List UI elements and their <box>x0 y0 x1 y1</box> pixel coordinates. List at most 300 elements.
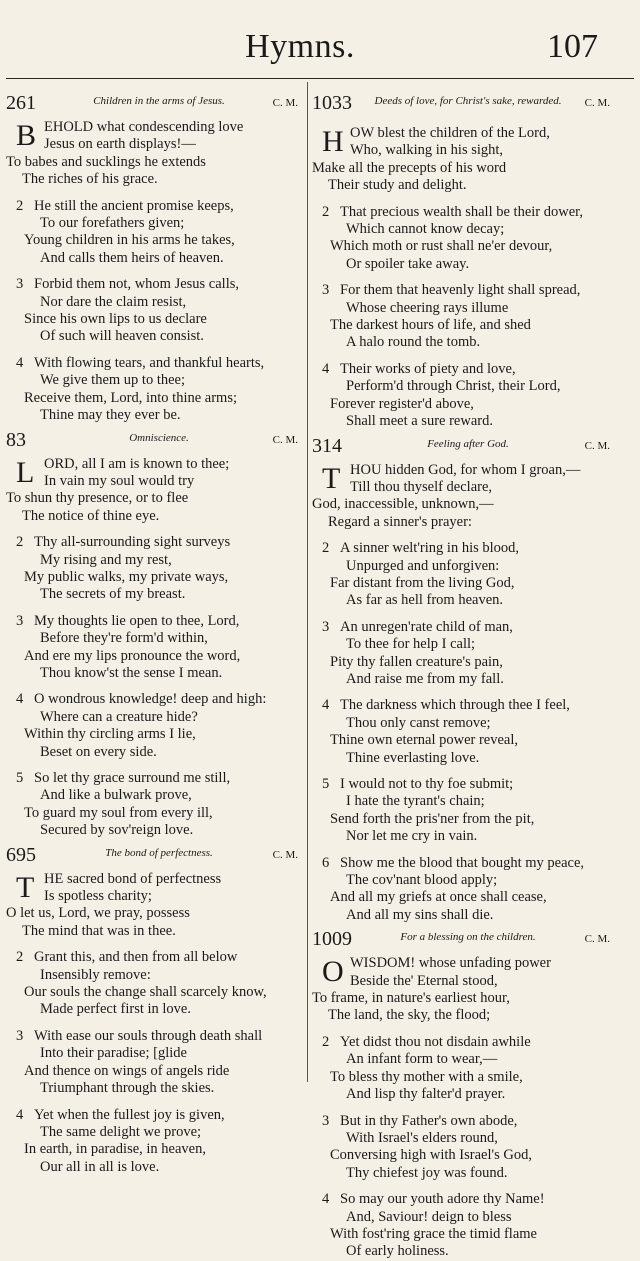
stanza-number: 4 <box>322 360 330 377</box>
hymn-meter: C. M. <box>272 97 298 109</box>
stanza <box>6 534 300 604</box>
verse-line <box>312 204 612 221</box>
verse-text: For them that heavenly light shall spread, <box>340 282 581 299</box>
hymn-title: Children in the arms of Jesus. <box>93 95 225 107</box>
verse-line <box>312 1130 612 1147</box>
verse-text: My public walks, my private ways, <box>24 568 229 585</box>
hymn-number: 1009 <box>312 928 352 951</box>
verse-text: Of such will heaven consist. <box>40 328 204 345</box>
verse-line <box>312 750 612 767</box>
drop-cap: H <box>322 125 344 158</box>
verse-line <box>6 648 300 665</box>
verse-text: Where can a creature hide? <box>40 708 198 725</box>
verse-line <box>6 1124 300 1141</box>
verse-line <box>312 1007 612 1024</box>
verse-text: And raise me from my fall. <box>346 670 504 687</box>
verse-line <box>6 328 300 345</box>
stanza-number: 3 <box>322 1112 330 1129</box>
stanza-number: 3 <box>16 1027 24 1044</box>
verse-text: Whose cheering rays illume <box>346 299 509 316</box>
verse-line <box>6 630 300 647</box>
verse-line <box>312 496 612 513</box>
verse-text: He still the ancient promise keeps, <box>34 197 234 214</box>
verse-text: Made perfect first in love. <box>40 1001 191 1018</box>
verse-line <box>6 215 300 232</box>
verse-line <box>6 1063 300 1080</box>
verse-line <box>312 514 612 531</box>
hymn-block <box>6 428 300 840</box>
verse-text: Forbid them not, whom Jesus calls, <box>34 276 240 293</box>
verse-line <box>312 361 612 378</box>
verse-text: The darkness which through thee I feel, <box>340 697 570 714</box>
verse-text: Beset on every side. <box>40 743 157 760</box>
verse-text: Their works of piety and love, <box>340 360 516 377</box>
verse-line <box>312 828 612 845</box>
verse-text: With ease our souls through death shall <box>34 1027 263 1044</box>
stanza-number: 3 <box>16 612 24 629</box>
verse-line <box>6 355 300 372</box>
left-column <box>6 88 300 1176</box>
verse-text: Regard a sinner's prayer: <box>328 513 472 530</box>
verse-line <box>312 142 612 159</box>
verse-text: Our souls the change shall scarcely know, <box>24 984 267 1001</box>
verse-text: HE sacred bond of perfectness <box>44 870 222 887</box>
verse-text: A sinner welt'ring in his blood, <box>340 540 520 557</box>
verse-text: The land, the sky, the flood; <box>328 1007 491 1024</box>
verse-text: Yet when the fullest joy is given, <box>34 1106 225 1123</box>
verse-text: And all my griefs at once shall cease, <box>330 889 547 906</box>
drop-cap: L <box>16 455 35 489</box>
verse-line <box>312 889 612 906</box>
verse-text: To guard my soul from every ill, <box>24 804 213 821</box>
verse-text: To babes and sucklings he extends <box>6 153 206 170</box>
verse-text: O wondrous knowledge! deep and high: <box>34 691 267 708</box>
stanza-number: 5 <box>16 770 24 786</box>
verse-line <box>6 534 300 551</box>
verse-text: Or spoiler take away. <box>346 255 470 272</box>
hymn-meter: C. M. <box>272 433 298 446</box>
verse-text: An infant form to wear,— <box>346 1051 498 1068</box>
page-header <box>0 0 640 80</box>
verse-line <box>312 575 612 592</box>
hymn-block <box>312 434 612 925</box>
right-column <box>312 88 612 1261</box>
verse-text: Beside the' Eternal stood, <box>350 972 498 989</box>
verse-line <box>6 372 300 389</box>
stanza <box>6 119 300 189</box>
verse-line <box>312 1113 612 1130</box>
verse-text: Make all the precepts of his word <box>312 159 507 176</box>
verse-line <box>6 390 300 407</box>
verse-line <box>6 984 300 1001</box>
verse-text: The notice of thine eye. <box>22 507 160 524</box>
verse-line <box>6 250 300 267</box>
verse-line <box>6 1159 300 1176</box>
stanza-number: 2 <box>16 197 24 214</box>
verse-line <box>6 154 300 171</box>
stanza-number: 6 <box>322 854 330 871</box>
verse-line <box>6 709 300 726</box>
verse-text: In earth, in paradise, in heaven, <box>24 1141 206 1158</box>
verse-line <box>312 413 612 430</box>
verse-text: In vain my soul would try <box>44 472 195 489</box>
verse-text: The cov'nant blood apply; <box>346 872 498 889</box>
verse-text: Yet didst thou not disdain awhile <box>340 1033 531 1050</box>
verse-text: Which moth or rust shall ne'er devour, <box>330 238 553 255</box>
stanza <box>6 770 300 840</box>
hymn-number: 261 <box>6 92 36 114</box>
verse-line <box>312 907 612 924</box>
verse-text: Which cannot know decay; <box>346 221 505 238</box>
verse-text: And like a bulwark prove, <box>40 787 192 804</box>
verse-line <box>312 776 612 793</box>
verse-line <box>312 317 612 334</box>
verse-line <box>312 256 612 273</box>
verse-text: God, inaccessible, unknown,— <box>312 496 494 513</box>
verse-line <box>312 1209 612 1226</box>
verse-line <box>6 473 300 490</box>
hymn-header <box>312 434 612 458</box>
verse-text: To bless thy mother with a smile, <box>330 1068 523 1085</box>
hymn-title: Feeling after God. <box>427 437 509 450</box>
drop-cap: T <box>16 870 35 904</box>
verse-text: Receive them, Lord, into thine arms; <box>24 389 238 406</box>
hymn-block <box>312 927 612 1261</box>
verse-line <box>6 805 300 822</box>
drop-cap: B <box>16 119 37 152</box>
verse-line <box>6 744 300 761</box>
verse-line <box>312 619 612 636</box>
verse-text: But in thy Father's own abode, <box>340 1112 518 1129</box>
verse-line <box>312 462 612 479</box>
verse-text: Into their paradise; [glide <box>40 1045 187 1062</box>
stanza <box>6 1028 300 1098</box>
stanza <box>312 697 612 767</box>
verse-text: Since his own lips to us declare <box>24 311 207 328</box>
verse-text: EHOLD what condescending love <box>44 119 244 135</box>
verse-text: I hate the tyrant's chain; <box>346 793 485 810</box>
stanza-number: 2 <box>322 1033 330 1050</box>
stanza <box>312 204 612 274</box>
verse-line <box>6 787 300 804</box>
verse-line <box>312 955 612 972</box>
verse-line <box>6 1141 300 1158</box>
hymn-number: 695 <box>6 843 36 866</box>
verse-line <box>6 1001 300 1018</box>
verse-text: To frame, in nature's earliest hour, <box>312 990 510 1007</box>
verse-line <box>6 665 300 682</box>
verse-line <box>312 1086 612 1103</box>
verse-text: ORD, all I am is known to thee; <box>44 455 230 472</box>
verse-line <box>6 1107 300 1124</box>
verse-text: Young children in his arms he takes, <box>24 232 235 249</box>
stanza <box>6 276 300 346</box>
verse-line <box>312 160 612 177</box>
verse-line <box>312 1051 612 1068</box>
verse-line <box>6 552 300 569</box>
verse-line <box>312 1069 612 1086</box>
verse-text: Shall meet a sure reward. <box>346 413 493 430</box>
verse-text: Thine may they ever be. <box>40 407 181 424</box>
verse-text: The same delight we prove; <box>40 1123 202 1140</box>
hymn-title: Omniscience. <box>129 431 189 444</box>
stanza <box>312 776 612 846</box>
stanza <box>6 1107 300 1177</box>
stanza <box>312 619 612 689</box>
verse-line <box>312 671 612 688</box>
verse-line <box>6 726 300 743</box>
stanza <box>6 198 300 268</box>
hymn-meter: C. M. <box>272 848 298 861</box>
verse-text: Thou know'st the sense I mean. <box>40 664 223 681</box>
stanza-number: 2 <box>322 540 330 557</box>
verse-text: Of early holiness. <box>346 1243 449 1260</box>
verse-line <box>6 613 300 630</box>
verse-text: Within thy circling arms I lie, <box>24 726 196 743</box>
verse-line <box>6 294 300 311</box>
verse-text: And thence on wings of angels ride <box>24 1062 230 1079</box>
stanza <box>6 456 300 526</box>
verse-text: To our forefathers given; <box>40 215 185 232</box>
verse-line <box>6 967 300 984</box>
verse-line <box>6 905 300 922</box>
drop-cap: O <box>322 955 344 989</box>
verse-text: I would not to thy foe submit; <box>340 776 514 792</box>
verse-text: The riches of his grace. <box>22 171 158 188</box>
verse-line <box>6 490 300 507</box>
verse-line <box>6 770 300 787</box>
verse-text: Conversing high with Israel's God, <box>330 1147 532 1164</box>
verse-line <box>312 479 612 496</box>
verse-line <box>312 973 612 990</box>
verse-line <box>312 811 612 828</box>
verse-text: And, Saviour! deign to bless <box>346 1208 512 1225</box>
verse-line <box>6 456 300 473</box>
verse-line <box>312 221 612 238</box>
verse-line <box>312 378 612 395</box>
verse-text: Nor dare the claim resist, <box>40 293 187 310</box>
hymn-title: For a blessing on the children. <box>400 931 536 944</box>
verse-text: And calls them heirs of heaven. <box>40 249 224 266</box>
verse-line <box>6 171 300 188</box>
verse-text: Who, walking in his sight, <box>350 142 504 159</box>
verse-line <box>312 238 612 255</box>
stanza <box>312 855 612 925</box>
verse-text: Before they're form'd within, <box>40 630 208 647</box>
verse-text: Thy all-surrounding sight surveys <box>34 534 231 551</box>
verse-text: And lisp thy falter'd prayer. <box>346 1086 506 1103</box>
verse-line <box>6 586 300 603</box>
stanza-number: 3 <box>322 618 330 635</box>
hymn-block <box>6 843 300 1177</box>
stanza <box>6 871 300 941</box>
verse-text: Thine own eternal power reveal, <box>330 732 519 749</box>
verse-line <box>312 300 612 317</box>
verse-line <box>312 872 612 889</box>
stanza-number: 4 <box>16 1106 24 1123</box>
verse-text: So may our youth adore thy Name! <box>340 1191 545 1208</box>
verse-text: To thee for help I call; <box>346 636 476 653</box>
verse-text: Our all in all is love. <box>40 1158 160 1175</box>
verse-line <box>312 636 612 653</box>
verse-line <box>312 177 612 194</box>
verse-line <box>312 654 612 671</box>
verse-text: Nor let me cry in vain. <box>346 828 478 845</box>
verse-line <box>312 334 612 351</box>
verse-line <box>312 1191 612 1208</box>
verse-line <box>312 558 612 575</box>
verse-text: Far distant from the living God, <box>330 574 515 591</box>
verse-text: With flowing tears, and thankful hearts, <box>34 354 265 371</box>
verse-line <box>312 715 612 732</box>
verse-text: Unpurged and unforgiven: <box>346 557 500 574</box>
stanza-number: 2 <box>322 203 330 220</box>
verse-line <box>6 1045 300 1062</box>
verse-line <box>6 1080 300 1097</box>
verse-text: Send forth the pris'ner from the pit, <box>330 810 535 827</box>
verse-line <box>6 923 300 940</box>
verse-text: Thou only canst remove; <box>346 714 491 731</box>
stanza-number: 4 <box>322 1191 330 1208</box>
stanza <box>312 361 612 431</box>
stanza <box>312 540 612 610</box>
drop-cap: T <box>322 461 341 495</box>
verse-line <box>6 407 300 424</box>
verse-text: We give them up to thee; <box>40 372 185 389</box>
verse-line <box>6 949 300 966</box>
verse-line <box>6 1028 300 1045</box>
verse-line <box>6 888 300 905</box>
verse-text: Their study and delight. <box>328 177 467 194</box>
verse-text: The mind that was in thee. <box>22 922 176 939</box>
verse-line <box>312 1165 612 1182</box>
stanza <box>312 462 612 532</box>
stanza <box>312 1034 612 1104</box>
verse-line <box>312 697 612 714</box>
page-number: 107 <box>547 28 598 65</box>
verse-text: Pity thy fallen creature's pain, <box>330 653 503 670</box>
hymn-header <box>6 428 300 452</box>
verse-line <box>6 569 300 586</box>
verse-line <box>312 990 612 1007</box>
verse-text: HOU hidden God, for whom I groan,— <box>350 461 581 478</box>
stanza <box>6 691 300 761</box>
stanza <box>6 949 300 1019</box>
verse-text: With fost'ring grace the timid flame <box>330 1225 537 1242</box>
hymn-title: The bond of perfectness. <box>105 846 213 859</box>
verse-text: And ere my lips pronounce the word, <box>24 647 241 664</box>
verse-line <box>312 1034 612 1051</box>
hymn-block <box>312 91 612 431</box>
verse-text: Till thou thyself declare, <box>350 478 493 495</box>
verse-line <box>6 822 300 839</box>
verse-line <box>312 592 612 609</box>
verse-line <box>312 396 612 413</box>
verse-text: Secured by sov'reign love. <box>40 822 194 839</box>
verse-line <box>312 1226 612 1243</box>
hymn-meter: C. M. <box>584 933 610 946</box>
verse-text: Perform'd through Christ, their Lord, <box>346 378 561 395</box>
verse-text: Thy chiefest joy was found. <box>346 1164 508 1181</box>
hymn-number: 314 <box>312 434 342 457</box>
hymn-number: 83 <box>6 428 26 451</box>
verse-line <box>6 508 300 525</box>
stanza-number: 4 <box>16 354 24 371</box>
stanza-number: 5 <box>322 776 330 792</box>
stanza-number: 3 <box>322 282 330 299</box>
verse-text: Grant this, and then from all below <box>34 949 238 966</box>
stanza <box>312 125 612 195</box>
verse-line <box>6 691 300 708</box>
stanza-number: 2 <box>16 949 24 966</box>
running-title: Hymns. <box>245 28 355 65</box>
hymn-number: 1033 <box>312 92 352 114</box>
verse-text: Jesus on earth displays!— <box>44 136 196 153</box>
verse-line <box>312 1147 612 1164</box>
hymn-block <box>6 91 300 425</box>
verse-text: Forever register'd above, <box>330 395 474 412</box>
hymn-meter: C. M. <box>584 439 610 452</box>
verse-text: That precious wealth shall be their dower, <box>340 203 584 220</box>
verse-text: Show me the blood that bought my peace, <box>340 854 585 871</box>
verse-line <box>312 282 612 299</box>
verse-text: To shun thy presence, or to flee <box>6 490 189 507</box>
verse-line <box>6 136 300 153</box>
verse-text: A halo round the tomb. <box>346 334 481 351</box>
verse-text: And all my sins shall die. <box>346 906 494 923</box>
stanza-number: 2 <box>16 534 24 551</box>
hymn-meter: C. M. <box>584 97 610 109</box>
verse-line <box>312 793 612 810</box>
verse-text: The darkest hours of life, and shed <box>330 317 531 334</box>
verse-text: Thine everlasting love. <box>346 749 480 766</box>
verse-text: WISDOM! whose unfading power <box>350 955 551 972</box>
hymn-header <box>6 91 300 115</box>
verse-text: So let thy grace surround me still, <box>34 770 231 786</box>
verse-line <box>6 871 300 888</box>
verse-text: An unregen'rate child of man, <box>340 618 513 635</box>
verse-text: Triumphant through the skies. <box>40 1080 215 1097</box>
stanza <box>6 613 300 683</box>
column-divider <box>307 82 308 1082</box>
verse-text: Insensibly remove: <box>40 966 151 983</box>
verse-line <box>312 732 612 749</box>
verse-text: OW blest the children of the Lord, <box>350 125 550 141</box>
verse-line <box>6 311 300 328</box>
stanza <box>312 282 612 352</box>
verse-text: My rising and my rest, <box>40 551 172 568</box>
verse-line <box>312 540 612 557</box>
verse-line <box>6 276 300 293</box>
verse-line <box>312 855 612 872</box>
verse-line <box>6 119 300 136</box>
stanza <box>6 355 300 425</box>
verse-text: As far as hell from heaven. <box>346 592 504 609</box>
verse-text: My thoughts lie open to thee, Lord, <box>34 612 240 629</box>
stanza-number: 3 <box>16 276 24 293</box>
verse-text: O let us, Lord, we pray, possess <box>6 905 190 922</box>
verse-text: Is spotless charity; <box>44 888 152 905</box>
verse-line <box>6 198 300 215</box>
verse-line <box>312 1243 612 1260</box>
stanza <box>312 955 612 1025</box>
header-rule <box>6 78 634 79</box>
stanza <box>312 1113 612 1183</box>
verse-text: The secrets of my breast. <box>40 586 186 603</box>
stanza-number: 4 <box>16 691 24 708</box>
hymn-header <box>312 91 612 121</box>
hymn-header <box>6 843 300 867</box>
